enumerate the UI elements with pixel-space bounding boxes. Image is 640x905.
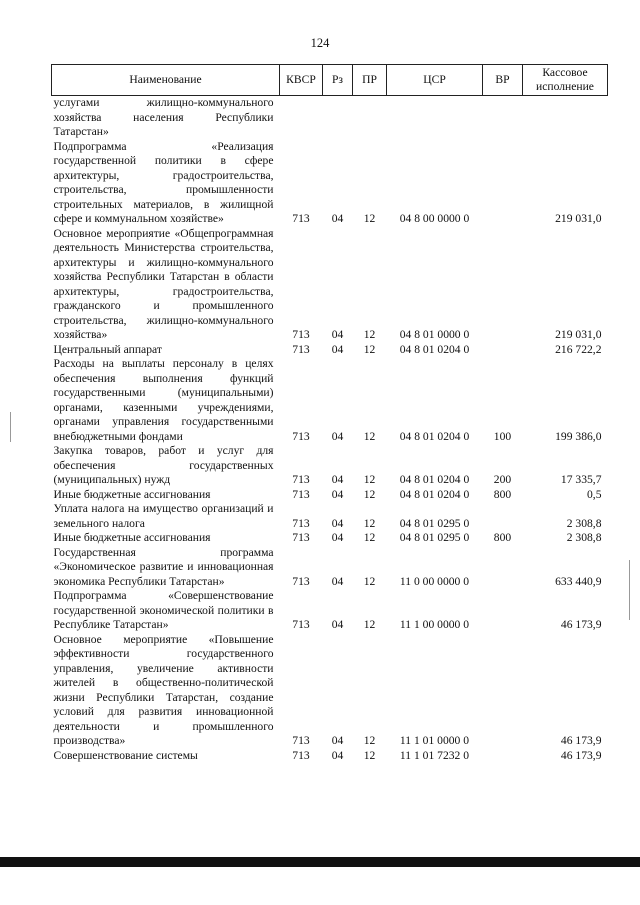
cell-kvsr: 713 bbox=[292, 531, 310, 544]
table-body bbox=[52, 96, 608, 764]
cell-vr bbox=[483, 343, 523, 358]
cell-cash: 219 031,0 bbox=[555, 328, 602, 341]
header-csr: ЦСР bbox=[387, 65, 483, 96]
table-row bbox=[52, 357, 608, 444]
cell-vr bbox=[483, 96, 523, 140]
cell-cash: 0,5 bbox=[587, 487, 602, 501]
cell-cash: 46 173,9 bbox=[560, 734, 602, 747]
cell-name: Подпрограмма «Реализация государственной политики в сфере архитектуры, градостроительства, строительства, промышленности строительных материалов, в жилищной сфере и коммунальном хозяйстве» bbox=[53, 139, 274, 225]
cell-rz: 04 bbox=[331, 212, 344, 225]
header-name: Наименование bbox=[52, 65, 280, 96]
cell-csr: 11 1 01 0000 0 bbox=[399, 734, 470, 747]
cell-vr bbox=[483, 227, 523, 343]
cell-vr: 800 bbox=[493, 531, 512, 544]
cell-csr: 04 8 01 0204 0 bbox=[399, 487, 470, 501]
cell-name: Государственная программа «Экономическое развитие и инновационная экономика Республики Татарстан» bbox=[53, 545, 274, 588]
table-row bbox=[52, 343, 608, 358]
cell-pr: 12 bbox=[363, 212, 376, 225]
header-cash: Кассовое исполнение bbox=[523, 65, 608, 96]
cell-rz: 04 bbox=[331, 342, 344, 356]
budget-table bbox=[51, 64, 608, 763]
cell-kvsr: 713 bbox=[292, 212, 310, 225]
cell-kvsr bbox=[280, 96, 323, 140]
cell-pr: 12 bbox=[363, 328, 376, 341]
scan-edge-mark-left bbox=[10, 412, 11, 442]
cell-vr: 200 bbox=[493, 473, 512, 486]
cell-name: Расходы на выплаты персоналу в целях обеспечения выполнения функций государственными (муниципальными) органами, казенными учреждениями, органами управления государственными внебюджетными фондами bbox=[53, 357, 274, 443]
header-rz: Рз bbox=[323, 65, 353, 96]
cell-kvsr: 713 bbox=[292, 328, 310, 341]
cell-rz: 04 bbox=[331, 618, 344, 631]
cell-pr: 12 bbox=[363, 429, 376, 443]
cell-kvsr: 713 bbox=[292, 487, 310, 501]
cell-vr bbox=[483, 749, 523, 764]
cell-pr: 12 bbox=[363, 574, 376, 588]
cell-cash: 46 173,9 bbox=[560, 748, 602, 762]
cell-name: Основное мероприятие «Повышение эффективности государственного управления, увеличение активности жителей в общественно-политической жизни Республики Татарстан, создание условий для развития инновационной деятельности и промышленного производства» bbox=[53, 632, 274, 747]
cell-pr: 12 bbox=[363, 734, 376, 747]
cell-cash: 46 173,9 bbox=[560, 618, 602, 631]
scan-bottom-bar bbox=[0, 857, 640, 867]
cell-vr bbox=[483, 589, 523, 633]
cell-cash: 633 440,9 bbox=[555, 574, 602, 588]
cell-kvsr: 713 bbox=[292, 516, 310, 530]
page-number: 124 bbox=[310, 36, 330, 50]
cell-name: Совершенствование системы bbox=[53, 748, 198, 762]
cell-cash: 216 722,2 bbox=[555, 342, 602, 356]
cell-pr bbox=[353, 96, 387, 140]
cell-rz bbox=[323, 96, 353, 140]
cell-name: Уплата налога на имущество организаций и земельного налога bbox=[53, 502, 274, 530]
cell-kvsr: 713 bbox=[292, 618, 310, 631]
cell-name: услугами жилищно-коммунального хозяйства населения Республики Татарстан» bbox=[53, 96, 274, 138]
cell-rz: 04 bbox=[331, 473, 344, 486]
cell-rz: 04 bbox=[331, 328, 344, 341]
header-vr: ВР bbox=[483, 65, 523, 96]
cell-csr bbox=[387, 96, 483, 140]
cell-cash: 17 335,7 bbox=[560, 473, 602, 486]
cell-pr: 12 bbox=[363, 342, 376, 356]
cell-kvsr: 713 bbox=[292, 342, 310, 356]
cell-kvsr: 713 bbox=[292, 429, 310, 443]
header-kvsr: КВСР bbox=[280, 65, 323, 96]
cell-rz: 04 bbox=[331, 429, 344, 443]
cell-csr: 11 1 01 7232 0 bbox=[399, 748, 470, 762]
header-pr: ПР bbox=[353, 65, 387, 96]
cell-csr: 04 8 01 0295 0 bbox=[399, 516, 470, 530]
cell-name: Центральный аппарат bbox=[53, 342, 162, 356]
cell-vr bbox=[483, 502, 523, 531]
header-row bbox=[52, 65, 608, 96]
cell-kvsr: 713 bbox=[292, 748, 310, 762]
cell-vr bbox=[483, 633, 523, 749]
cell-pr: 12 bbox=[363, 618, 376, 631]
cell-rz: 04 bbox=[331, 734, 344, 747]
cell-rz: 04 bbox=[331, 487, 344, 501]
cell-pr: 12 bbox=[363, 516, 376, 530]
table-row bbox=[52, 749, 608, 764]
cell-kvsr: 713 bbox=[292, 574, 310, 588]
table-row bbox=[52, 633, 608, 749]
cell-name: Основное мероприятие «Общепрограммная деятельность Министерства строительства, архитектуры и жилищно-коммунального хозяйства Республики Татарстан в области архитектуры, градостроительства, гражданского и промышленного строительства, жилищно-коммунального хозяйства» bbox=[53, 226, 274, 341]
cell-rz: 04 bbox=[331, 748, 344, 762]
cell-csr: 11 1 00 0000 0 bbox=[399, 618, 470, 631]
cell-csr: 04 8 01 0204 0 bbox=[399, 473, 470, 486]
cell-csr: 04 8 01 0000 0 bbox=[399, 328, 470, 341]
cell-pr: 12 bbox=[363, 748, 376, 762]
cell-name: Иные бюджетные ассигнования bbox=[53, 531, 211, 544]
table-row bbox=[52, 444, 608, 488]
cell-cash bbox=[523, 96, 608, 140]
table-row bbox=[52, 531, 608, 546]
cell-csr: 11 0 00 0000 0 bbox=[399, 574, 470, 588]
cell-cash: 219 031,0 bbox=[555, 212, 602, 225]
cell-name: Закупка товаров, работ и услуг для обеспечения государственных (муниципальных) нужд bbox=[53, 444, 274, 486]
cell-kvsr: 713 bbox=[292, 473, 310, 486]
cell-csr: 04 8 01 0204 0 bbox=[399, 342, 470, 356]
table-row bbox=[52, 589, 608, 633]
table-row bbox=[52, 502, 608, 531]
cell-csr: 04 8 00 0000 0 bbox=[399, 212, 470, 225]
table-row bbox=[52, 227, 608, 343]
cell-name: Подпрограмма «Совершенствование государственной экономической политики в Республике Татарстан» bbox=[53, 589, 274, 631]
cell-vr: 800 bbox=[493, 487, 512, 501]
cell-rz: 04 bbox=[331, 531, 344, 544]
cell-cash: 2 308,8 bbox=[566, 531, 602, 544]
cell-cash: 199 386,0 bbox=[555, 429, 602, 443]
cell-pr: 12 bbox=[363, 531, 376, 544]
cell-name: Иные бюджетные ассигнования bbox=[53, 487, 211, 501]
cell-pr: 12 bbox=[363, 487, 376, 501]
cell-cash: 2 308,8 bbox=[566, 516, 602, 530]
table-header bbox=[52, 65, 608, 96]
table-row bbox=[52, 96, 608, 140]
cell-csr: 04 8 01 0295 0 bbox=[399, 531, 470, 544]
cell-pr: 12 bbox=[363, 473, 376, 486]
cell-vr bbox=[483, 140, 523, 227]
cell-kvsr: 713 bbox=[292, 734, 310, 747]
scan-edge-mark-right bbox=[629, 560, 630, 620]
cell-rz: 04 bbox=[331, 574, 344, 588]
cell-rz: 04 bbox=[331, 516, 344, 530]
table-row bbox=[52, 546, 608, 590]
table-row bbox=[52, 488, 608, 503]
cell-vr: 100 bbox=[493, 429, 512, 443]
table-row bbox=[52, 140, 608, 227]
cell-vr bbox=[483, 546, 523, 590]
cell-csr: 04 8 01 0204 0 bbox=[399, 429, 470, 443]
